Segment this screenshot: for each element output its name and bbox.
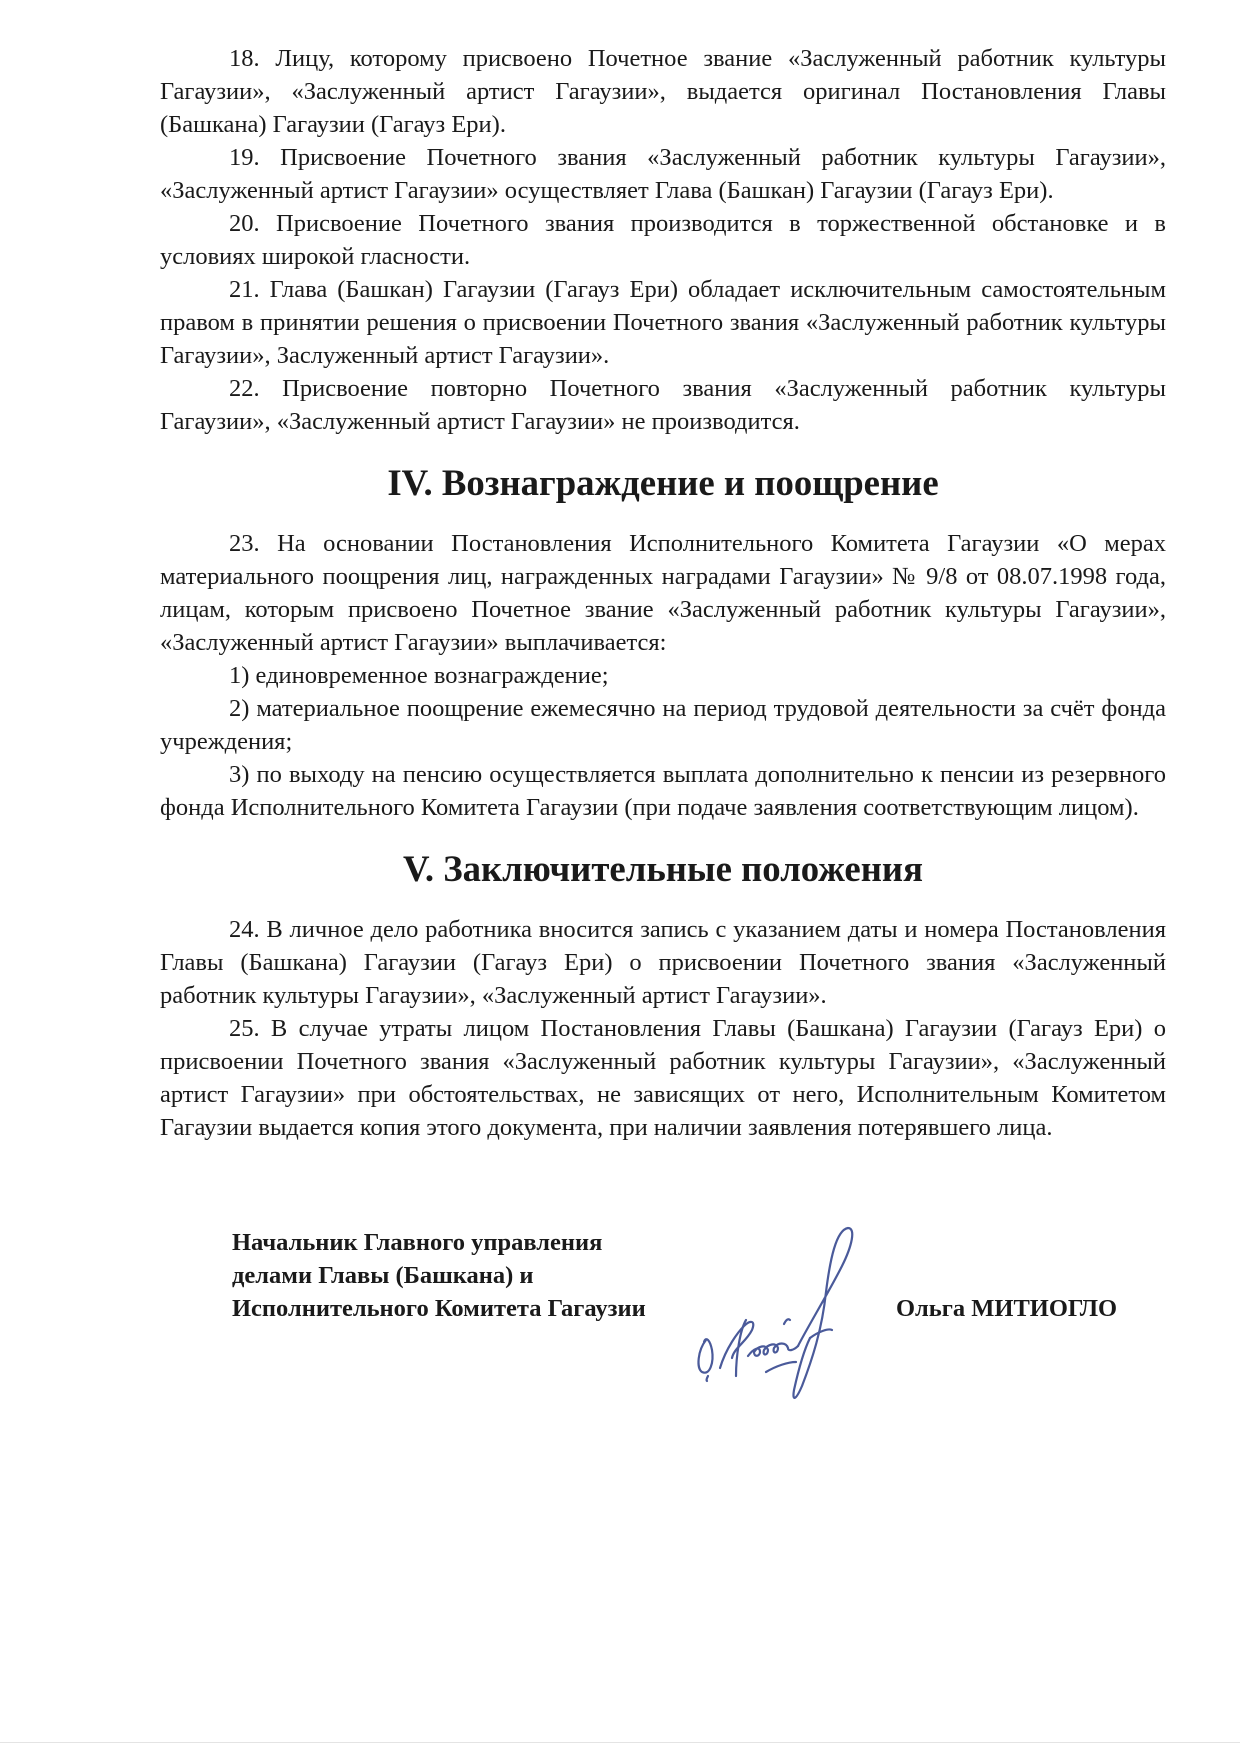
list-item-2: 2) материальное поощрение ежемесячно на период трудовой деятельности за счёт фонда учреждения; xyxy=(160,695,1166,755)
signatory-title-line-2: делами Главы (Башкана) и xyxy=(232,1262,534,1289)
signatory-title-line-1: Начальник Главного управления xyxy=(232,1229,603,1256)
list-item-1: 1) единовременное вознаграждение; xyxy=(229,662,609,689)
signatory-name: Ольга МИТИОГЛО xyxy=(896,1295,1118,1322)
paragraph-19: 19. Присвоение Почетного звания «Заслуженный работник культуры Гагаузии», «Заслуженный артист Гагаузии» осуществляет Глава (Башкан) Гагаузии (Гагауз Ери). xyxy=(160,144,1166,204)
document-body xyxy=(160,42,1166,1144)
section-v-heading: V. Заключительные положения xyxy=(403,848,923,889)
list-item-3: 3) по выходу на пенсию осуществляется выплата дополнительно к пенсии из резервного фонда Исполнительного Комитета Гагаузии (при подаче заявления соответствующим лицом). xyxy=(160,761,1166,821)
paragraph-23: 23. На основании Постановления Исполнительного Комитета Гагаузии «О мерах материального поощрения лиц, награжденных наградами Гагаузии» № 9/8 от 08.07.1998 года, лицам, которым присвоено Почетное звание «Заслуженный работник культуры Гагаузии», «Заслуженный артист Гагаузии» выплачивается: xyxy=(160,530,1166,656)
paragraph-20: 20. Присвоение Почетного звания производится в торжественной обстановке и в условиях широкой гласности. xyxy=(160,210,1166,270)
paragraph-18: 18. Лицу, которому присвоено Почетное звание «Заслуженный работник культуры Гагаузии», «Заслуженный артист Гагаузии», выдается оригинал Постановления Главы (Башкана) Гагаузии (Гагауз Ери). xyxy=(160,45,1166,138)
handwritten-signature xyxy=(680,1180,920,1420)
paragraph-25: 25. В случае утраты лицом Постановления Главы (Башкана) Гагаузии (Гагауз Ери) о присвоении Почетного звания «Заслуженный работник культуры Гагаузии», «Заслуженный артист Гагаузии» при обстоятельствах, не зависящих от него, Исполнительным Комитетом Гагаузии выдается копия этого документа, при наличии заявления потерявшего лица. xyxy=(160,1015,1166,1141)
signature-strokes xyxy=(699,1228,853,1398)
paragraph-21: 21. Глава (Башкан) Гагаузии (Гагауз Ери) обладает исключительным самостоятельным правом в принятии решения о присвоении Почетного звания «Заслуженный работник культуры Гагаузии», Заслуженный артист Гагаузии». xyxy=(160,276,1166,369)
page-bottom-edge xyxy=(0,1742,1240,1743)
signatory-title-line-3: Исполнительного Комитета Гагаузии xyxy=(232,1295,646,1322)
section-iv-heading: IV. Вознаграждение и поощрение xyxy=(387,462,939,503)
paragraph-22: 22. Присвоение повторно Почетного звания «Заслуженный работник культуры Гагаузии», «Заслуженный артист Гагаузии» не производится. xyxy=(160,375,1166,435)
paragraph-24: 24. В личное дело работника вносится запись с указанием даты и номера Постановления Главы (Башкана) Гагаузии (Гагауз Ери) о присвоении Почетного звания «Заслуженный работник культуры Гагаузии», «Заслуженный артист Гагаузии». xyxy=(160,916,1166,1009)
